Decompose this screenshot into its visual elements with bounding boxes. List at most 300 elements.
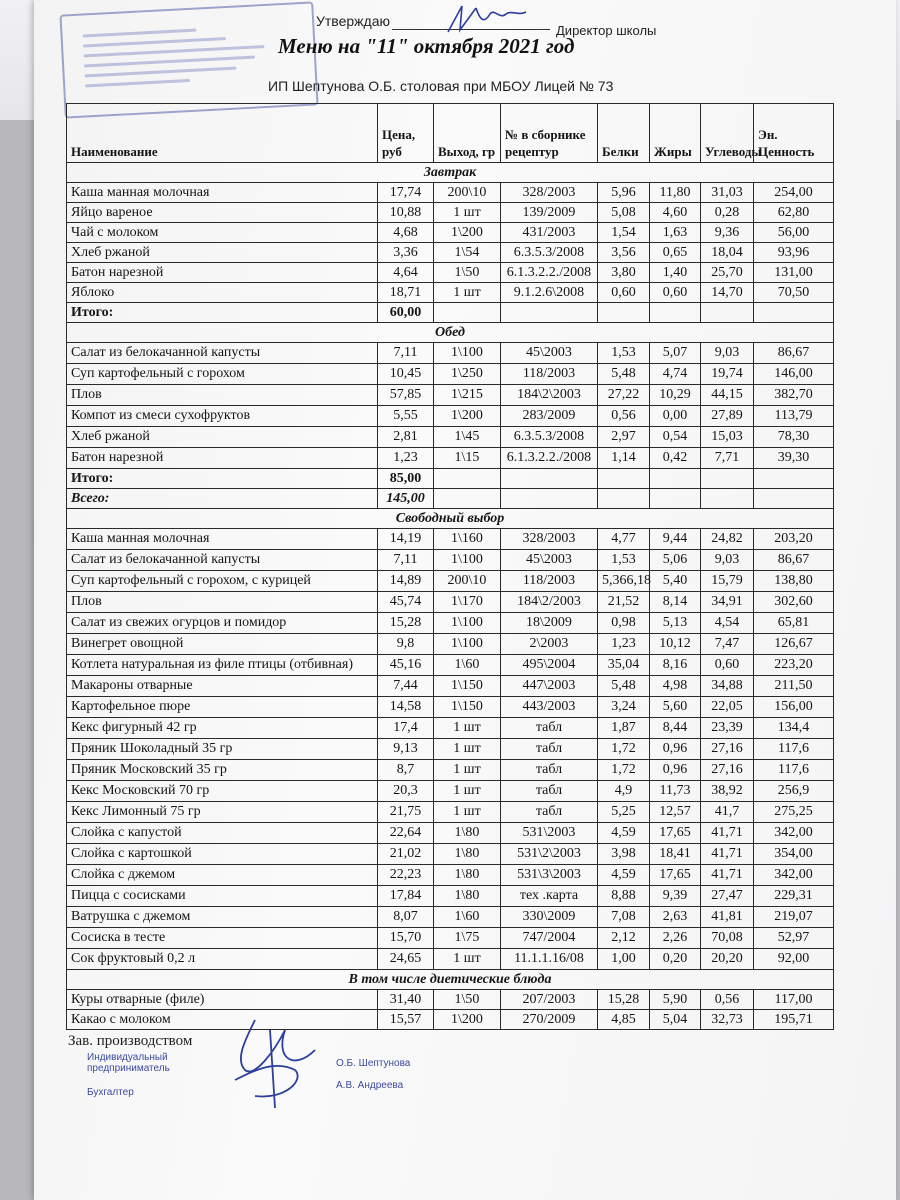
empty-cell — [598, 303, 650, 323]
empty-cell — [650, 303, 701, 323]
cell-recipe: 431/2003 — [501, 223, 598, 243]
cell-fat: 12,57 — [650, 802, 701, 823]
cell-energy: 195,71 — [754, 1010, 834, 1030]
cell-price: 3,36 — [378, 243, 434, 263]
cell-carbs: 41,71 — [701, 844, 754, 865]
cell-name: Яблоко — [67, 283, 378, 303]
cell-carbs: 15,79 — [701, 571, 754, 592]
table-row — [67, 907, 834, 928]
cell-energy: 93,96 — [754, 243, 834, 263]
empty-cell — [701, 469, 754, 489]
director-signature — [440, 2, 530, 36]
cell-name: Макароны отварные — [67, 676, 378, 697]
cell-name: Салат из свежих огурцов и помидор — [67, 613, 378, 634]
cell-price: 15,57 — [378, 1010, 434, 1030]
cell-fat: 5,90 — [650, 990, 701, 1010]
cell-protein: 3,98 — [598, 844, 650, 865]
cell-carbs: 23,39 — [701, 718, 754, 739]
cell-name: Котлета натуральная из филе птицы (отбивная) — [67, 655, 378, 676]
empty-cell — [434, 469, 501, 489]
section-title: Обед — [67, 323, 834, 343]
cell-recipe: табл — [501, 781, 598, 802]
cell-fat: 0,96 — [650, 739, 701, 760]
cell-price: 5,55 — [378, 406, 434, 427]
col-yield: Выход, гр — [434, 104, 501, 163]
table-row — [67, 844, 834, 865]
cell-energy: 354,00 — [754, 844, 834, 865]
cell-energy: 78,30 — [754, 427, 834, 448]
total-price: 85,00 — [378, 469, 434, 489]
section-title: В том числе диетические блюда — [67, 970, 834, 990]
table-row — [67, 739, 834, 760]
table-row — [67, 676, 834, 697]
cell-energy: 134,4 — [754, 718, 834, 739]
cell-price: 14,19 — [378, 529, 434, 550]
table-row — [67, 802, 834, 823]
cell-name: Слойка с капустой — [67, 823, 378, 844]
cell-energy: 223,20 — [754, 655, 834, 676]
cell-carbs: 27,16 — [701, 739, 754, 760]
cell-yield: 1\80 — [434, 823, 501, 844]
cell-protein: 0,60 — [598, 283, 650, 303]
cell-recipe: 118/2003 — [501, 571, 598, 592]
cell-name: Суп картофельный с горохом — [67, 364, 378, 385]
total-row — [67, 489, 834, 509]
cell-protein: 3,80 — [598, 263, 650, 283]
empty-cell — [501, 303, 598, 323]
cell-price: 15,70 — [378, 928, 434, 949]
cell-price: 57,85 — [378, 385, 434, 406]
cell-protein: 2,97 — [598, 427, 650, 448]
cell-name: Кекс фигурный 42 гр — [67, 718, 378, 739]
cell-name: Ватрушка с джемом — [67, 907, 378, 928]
cell-recipe: 747/2004 — [501, 928, 598, 949]
cell-recipe: 184\2/2003 — [501, 592, 598, 613]
col-price: Цена, руб — [378, 104, 434, 163]
cell-yield: 1\15 — [434, 448, 501, 469]
total-label: Итого: — [67, 303, 378, 323]
cell-name: Яйцо вареное — [67, 203, 378, 223]
cell-yield: 1\50 — [434, 263, 501, 283]
cell-yield: 1 шт — [434, 760, 501, 781]
cell-protein: 5,366,18 — [598, 571, 650, 592]
cell-carbs: 32,73 — [701, 1010, 754, 1030]
cell-energy: 382,70 — [754, 385, 834, 406]
cell-carbs: 4,54 — [701, 613, 754, 634]
table-row — [67, 781, 834, 802]
table-row — [67, 364, 834, 385]
cell-price: 21,75 — [378, 802, 434, 823]
cell-yield: 1 шт — [434, 949, 501, 970]
cell-energy: 156,00 — [754, 697, 834, 718]
empty-cell — [701, 303, 754, 323]
cell-yield: 1\200 — [434, 406, 501, 427]
empty-cell — [754, 303, 834, 323]
cell-price: 17,4 — [378, 718, 434, 739]
cell-price: 10,45 — [378, 364, 434, 385]
cell-fat: 8,14 — [650, 592, 701, 613]
cell-name: Пряник Шоколадный 35 гр — [67, 739, 378, 760]
cell-protein: 4,59 — [598, 823, 650, 844]
cell-fat: 2,26 — [650, 928, 701, 949]
table-row — [67, 760, 834, 781]
cell-carbs: 34,88 — [701, 676, 754, 697]
empty-cell — [754, 489, 834, 509]
cell-protein: 1,72 — [598, 739, 650, 760]
cell-yield: 1\170 — [434, 592, 501, 613]
cell-energy: 117,00 — [754, 990, 834, 1010]
cell-protein: 0,56 — [598, 406, 650, 427]
cell-price: 7,11 — [378, 343, 434, 364]
table-row — [67, 592, 834, 613]
cell-yield: 1\100 — [434, 343, 501, 364]
table-row — [67, 865, 834, 886]
cell-name: Сосиска в тесте — [67, 928, 378, 949]
cell-price: 14,89 — [378, 571, 434, 592]
cell-protein: 5,96 — [598, 183, 650, 203]
cell-yield: 1\80 — [434, 844, 501, 865]
cell-name: Винегрет овощной — [67, 634, 378, 655]
cell-price: 45,74 — [378, 592, 434, 613]
table-row — [67, 448, 834, 469]
cell-price: 18,71 — [378, 283, 434, 303]
col-carbs: Углеводы — [701, 104, 754, 163]
cell-energy: 138,80 — [754, 571, 834, 592]
cell-yield: 1\80 — [434, 865, 501, 886]
cell-energy: 126,67 — [754, 634, 834, 655]
cell-recipe: табл — [501, 802, 598, 823]
table-row — [67, 385, 834, 406]
cell-carbs: 27,47 — [701, 886, 754, 907]
cell-price: 15,28 — [378, 613, 434, 634]
cell-fat: 2,63 — [650, 907, 701, 928]
cell-yield: 1 шт — [434, 781, 501, 802]
page-title: Меню на "11" октября 2021 год — [278, 34, 575, 58]
cell-name: Слойка с картошкой — [67, 844, 378, 865]
cell-yield: 1\60 — [434, 907, 501, 928]
table-row — [67, 697, 834, 718]
cell-protein: 4,77 — [598, 529, 650, 550]
cell-recipe: 2\2003 — [501, 634, 598, 655]
cell-fat: 5,04 — [650, 1010, 701, 1030]
cell-price: 2,81 — [378, 427, 434, 448]
col-recipe: № в сборнике рецептур — [501, 104, 598, 163]
cell-energy: 70,50 — [754, 283, 834, 303]
cell-recipe: тех .карта — [501, 886, 598, 907]
cell-carbs: 0,28 — [701, 203, 754, 223]
cell-carbs: 44,15 — [701, 385, 754, 406]
cell-name: Сок фруктовый 0,2 л — [67, 949, 378, 970]
total-label: Итого: — [67, 469, 378, 489]
cell-name: Салат из белокачанной капусты — [67, 343, 378, 364]
empty-cell — [501, 469, 598, 489]
cell-recipe: 328/2003 — [501, 183, 598, 203]
cell-price: 24,65 — [378, 949, 434, 970]
empty-cell — [598, 489, 650, 509]
cell-carbs: 27,16 — [701, 760, 754, 781]
empty-cell — [434, 303, 501, 323]
cell-name: Хлеб ржаной — [67, 243, 378, 263]
cell-carbs: 22,05 — [701, 697, 754, 718]
cell-fat: 0,65 — [650, 243, 701, 263]
cell-yield: 1\150 — [434, 697, 501, 718]
cell-recipe: 18\2009 — [501, 613, 598, 634]
cell-protein: 1,53 — [598, 343, 650, 364]
total-price: 60,00 — [378, 303, 434, 323]
cell-recipe: табл — [501, 739, 598, 760]
cell-fat: 4,60 — [650, 203, 701, 223]
cell-name: Пицца с сосисками — [67, 886, 378, 907]
cell-yield: 1\250 — [434, 364, 501, 385]
table-row — [67, 1010, 834, 1030]
cell-price: 9,8 — [378, 634, 434, 655]
cell-carbs: 9,36 — [701, 223, 754, 243]
cell-energy: 92,00 — [754, 949, 834, 970]
empty-cell — [501, 489, 598, 509]
cell-carbs: 41,71 — [701, 823, 754, 844]
cell-name: Плов — [67, 592, 378, 613]
table-row — [67, 634, 834, 655]
cell-energy: 275,25 — [754, 802, 834, 823]
cell-fat: 8,44 — [650, 718, 701, 739]
section-row — [67, 163, 834, 183]
cell-energy: 86,67 — [754, 550, 834, 571]
table-row — [67, 655, 834, 676]
section-row — [67, 509, 834, 529]
cell-protein: 27,22 — [598, 385, 650, 406]
cell-fat: 0,00 — [650, 406, 701, 427]
cell-price: 10,88 — [378, 203, 434, 223]
cell-protein: 35,04 — [598, 655, 650, 676]
cell-yield: 1\160 — [434, 529, 501, 550]
col-protein: Белки — [598, 104, 650, 163]
cell-price: 9,13 — [378, 739, 434, 760]
stamp-text-lines — [82, 18, 275, 95]
cell-recipe: 330\2009 — [501, 907, 598, 928]
cell-carbs: 9,03 — [701, 550, 754, 571]
cell-carbs: 19,74 — [701, 364, 754, 385]
cell-protein: 5,25 — [598, 802, 650, 823]
cell-yield: 1\75 — [434, 928, 501, 949]
cell-recipe: 328/2003 — [501, 529, 598, 550]
table-row — [67, 949, 834, 970]
cell-fat: 0,60 — [650, 283, 701, 303]
signatory-name-2: А.В. Андреева — [336, 1080, 404, 1091]
cell-yield: 1 шт — [434, 739, 501, 760]
col-fat: Жиры — [650, 104, 701, 163]
table-row — [67, 990, 834, 1010]
cell-fat: 9,44 — [650, 529, 701, 550]
section-row — [67, 970, 834, 990]
cell-recipe: 207/2003 — [501, 990, 598, 1010]
cell-carbs: 20,20 — [701, 949, 754, 970]
cell-price: 7,11 — [378, 550, 434, 571]
table-row — [67, 928, 834, 949]
cell-recipe: 495\2004 — [501, 655, 598, 676]
cell-protein: 5,48 — [598, 676, 650, 697]
table-row — [67, 343, 834, 364]
cell-price: 14,58 — [378, 697, 434, 718]
cell-recipe: 443/2003 — [501, 697, 598, 718]
cell-fat: 5,40 — [650, 571, 701, 592]
cell-fat: 10,29 — [650, 385, 701, 406]
cell-yield: 1\150 — [434, 676, 501, 697]
cell-recipe: 447\2003 — [501, 676, 598, 697]
empty-cell — [754, 469, 834, 489]
cell-price: 8,7 — [378, 760, 434, 781]
table-row — [67, 550, 834, 571]
col-name: Наименование — [67, 104, 378, 163]
cell-carbs: 9,03 — [701, 343, 754, 364]
cell-yield: 1\60 — [434, 655, 501, 676]
table-row — [67, 263, 834, 283]
cell-yield: 1\200 — [434, 1010, 501, 1030]
cell-energy: 65,81 — [754, 613, 834, 634]
cell-price: 17,74 — [378, 183, 434, 203]
cell-fat: 17,65 — [650, 823, 701, 844]
cell-fat: 5,13 — [650, 613, 701, 634]
table-row — [67, 529, 834, 550]
cell-energy: 203,20 — [754, 529, 834, 550]
cell-carbs: 34,91 — [701, 592, 754, 613]
cell-name: Пряник Московский 35 гр — [67, 760, 378, 781]
signatory-name-1: О.Б. Шептунова — [336, 1058, 411, 1069]
cell-protein: 3,56 — [598, 243, 650, 263]
empty-cell — [434, 489, 501, 509]
menu-table — [66, 103, 834, 1030]
cell-energy: 52,97 — [754, 928, 834, 949]
cell-price: 20,3 — [378, 781, 434, 802]
director-label: Директор школы — [556, 23, 657, 38]
approve-label: Утверждаю — [316, 13, 390, 29]
cell-carbs: 25,70 — [701, 263, 754, 283]
cell-recipe: табл — [501, 718, 598, 739]
table-row — [67, 283, 834, 303]
total-row — [67, 303, 834, 323]
cell-recipe: 45\2003 — [501, 343, 598, 364]
cell-fat: 0,96 — [650, 760, 701, 781]
cell-fat: 0,20 — [650, 949, 701, 970]
cell-name: Слойка с джемом — [67, 865, 378, 886]
cell-yield: 1 шт — [434, 283, 501, 303]
cell-carbs: 38,92 — [701, 781, 754, 802]
cell-yield: 1\200 — [434, 223, 501, 243]
cell-price: 7,44 — [378, 676, 434, 697]
cell-yield: 200\10 — [434, 183, 501, 203]
empty-cell — [650, 489, 701, 509]
cell-name: Суп картофельный с горохом, с курицей — [67, 571, 378, 592]
cell-protein: 1,87 — [598, 718, 650, 739]
cell-yield: 1 шт — [434, 718, 501, 739]
cell-fat: 10,12 — [650, 634, 701, 655]
cell-price: 31,40 — [378, 990, 434, 1010]
table-row — [67, 223, 834, 243]
cell-fat: 5,07 — [650, 343, 701, 364]
cell-energy: 113,79 — [754, 406, 834, 427]
cell-carbs: 7,47 — [701, 634, 754, 655]
cell-carbs: 70,08 — [701, 928, 754, 949]
cell-recipe: 531\2003 — [501, 823, 598, 844]
cell-carbs: 7,71 — [701, 448, 754, 469]
cell-protein: 4,59 — [598, 865, 650, 886]
cell-carbs: 31,03 — [701, 183, 754, 203]
cell-protein: 2,12 — [598, 928, 650, 949]
cell-protein: 0,98 — [598, 613, 650, 634]
cell-carbs: 0,60 — [701, 655, 754, 676]
cell-carbs: 27,89 — [701, 406, 754, 427]
cell-energy: 256,9 — [754, 781, 834, 802]
table-row — [67, 718, 834, 739]
cell-name: Плов — [67, 385, 378, 406]
organization-line: ИП Шептунова О.Б. столовая при МБОУ Лицей № 73 — [268, 78, 614, 94]
cell-name: Батон нарезной — [67, 448, 378, 469]
production-head-label: Зав. производством — [68, 1033, 193, 1049]
total-label: Всего: — [67, 489, 378, 509]
cell-fat: 4,74 — [650, 364, 701, 385]
accountant-label: Бухгалтер — [87, 1087, 134, 1098]
table-row — [67, 427, 834, 448]
cell-fat: 11,73 — [650, 781, 701, 802]
table-row — [67, 613, 834, 634]
cell-recipe: 6.3.5.3/2008 — [501, 243, 598, 263]
cell-fat: 5,06 — [650, 550, 701, 571]
cell-yield: 1\45 — [434, 427, 501, 448]
cell-yield: 1\215 — [434, 385, 501, 406]
cell-price: 45,16 — [378, 655, 434, 676]
cell-yield: 1\50 — [434, 990, 501, 1010]
cell-recipe: 118/2003 — [501, 364, 598, 385]
cell-name: Кекс Лимонный 75 гр — [67, 802, 378, 823]
cell-price: 22,23 — [378, 865, 434, 886]
cell-yield: 1 шт — [434, 802, 501, 823]
section-title: Свободный выбор — [67, 509, 834, 529]
table-row — [67, 406, 834, 427]
col-energy: Эн. Ценность — [754, 104, 834, 163]
cell-energy: 229,31 — [754, 886, 834, 907]
cell-price: 17,84 — [378, 886, 434, 907]
stamp — [59, 1, 318, 118]
table-row — [67, 886, 834, 907]
empty-cell — [701, 489, 754, 509]
total-row — [67, 469, 834, 489]
cell-recipe: 184\2\2003 — [501, 385, 598, 406]
table-row — [67, 823, 834, 844]
cell-fat: 18,41 — [650, 844, 701, 865]
table-header-row — [67, 104, 834, 163]
cell-carbs: 14,70 — [701, 283, 754, 303]
cell-protein: 1,54 — [598, 223, 650, 243]
table-row — [67, 243, 834, 263]
cell-protein: 4,9 — [598, 781, 650, 802]
cell-protein: 1,23 — [598, 634, 650, 655]
cell-yield: 1\100 — [434, 634, 501, 655]
table-row — [67, 203, 834, 223]
menu-table-body — [67, 163, 834, 1030]
cell-protein: 21,52 — [598, 592, 650, 613]
cell-yield: 200\10 — [434, 571, 501, 592]
cell-energy: 117,6 — [754, 760, 834, 781]
cell-energy: 62,80 — [754, 203, 834, 223]
cell-carbs: 41,7 — [701, 802, 754, 823]
cell-energy: 254,00 — [754, 183, 834, 203]
cell-price: 8,07 — [378, 907, 434, 928]
cell-carbs: 18,04 — [701, 243, 754, 263]
table-row — [67, 571, 834, 592]
cell-yield: 1\100 — [434, 613, 501, 634]
cell-yield: 1\100 — [434, 550, 501, 571]
cell-name: Каша манная молочная — [67, 183, 378, 203]
cell-protein: 15,28 — [598, 990, 650, 1010]
